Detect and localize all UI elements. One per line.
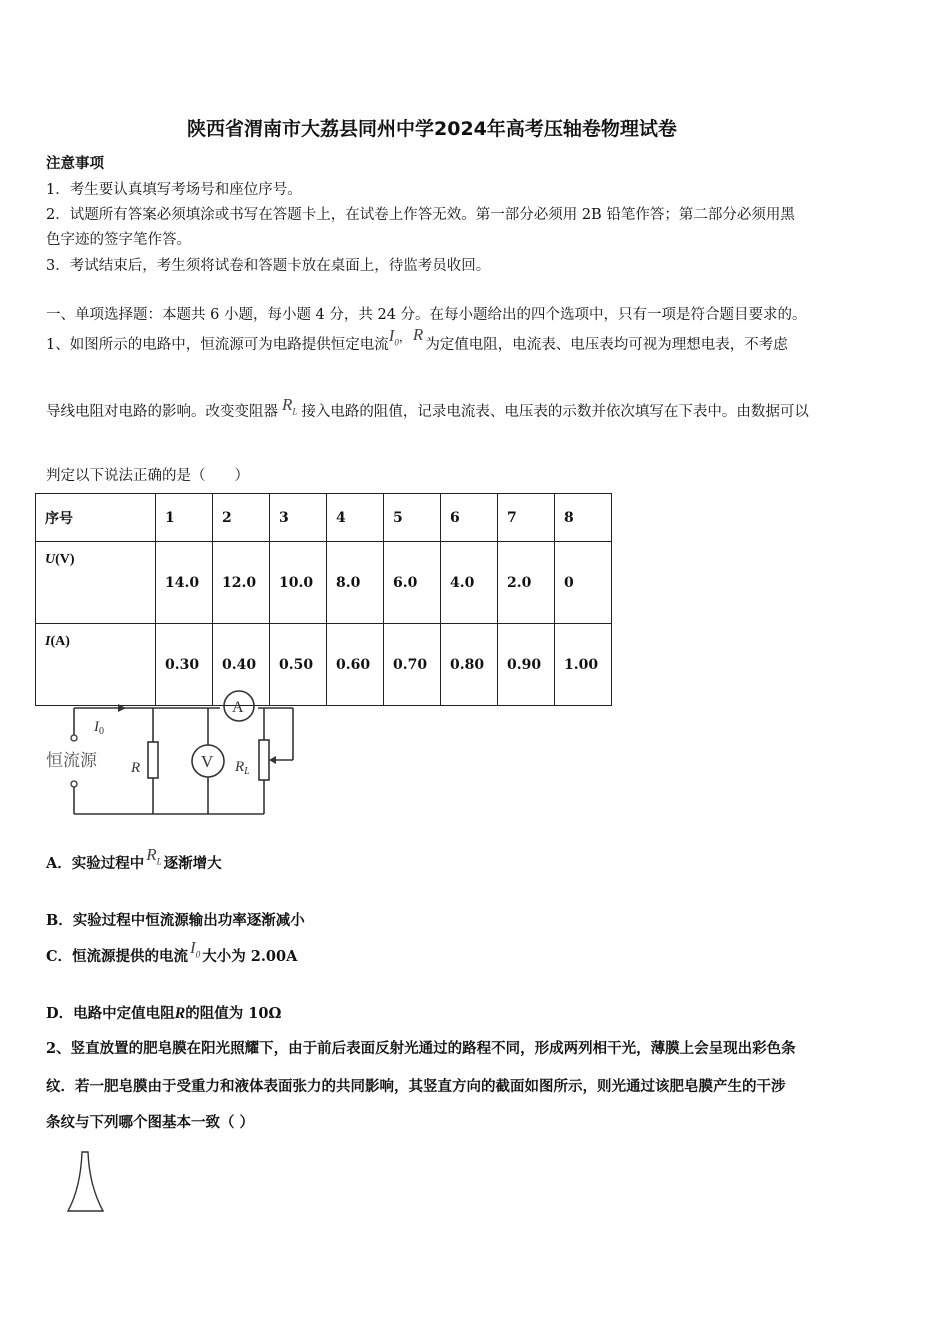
section-heading: 一、单项选择题：本题共 6 小题，每小题 4 分，共 24 分。在每小题给出的四个选项中，只有一项是符合题目要求的。 — [46, 307, 807, 323]
table-cell: 0 — [555, 542, 612, 624]
symbol-I0: $I_0$ — [190, 937, 201, 959]
table-cell: 3 — [270, 494, 327, 542]
current-arrow — [118, 704, 126, 712]
table-cell: 6.0 — [384, 542, 441, 624]
option-text: A．实验过程中 — [46, 855, 145, 872]
question-1-line-1 — [46, 325, 906, 355]
notice-item: 3．考试结束后，考生须将试卷和答题卡放在桌面上，待监考员收回。 — [46, 258, 491, 274]
table-cell: 2 — [213, 494, 270, 542]
table-cell: 1 — [156, 494, 213, 542]
voltmeter-label: V — [201, 752, 214, 771]
table-cell: 7 — [498, 494, 555, 542]
current-label: I(A) — [36, 624, 156, 706]
question-1-line-2 — [46, 394, 809, 422]
option-c — [46, 937, 298, 967]
question-text: 导线电阻对电路的影响。改变变阻器 — [46, 404, 278, 420]
question-2-line-3: 条纹与下列哪个图基本一致（ ） — [46, 1114, 255, 1131]
table-cell: 序号 — [36, 494, 156, 542]
question-text: 1、如图所示的电路中，恒流源可为电路提供恒定电流 — [46, 337, 389, 353]
voltage-label: U(V) — [36, 542, 156, 624]
table-cell: 2.0 — [498, 542, 555, 624]
option-text: D．电路中定值电阻 — [46, 1005, 175, 1022]
soap-film-diagram — [62, 1148, 110, 1216]
table-cell: 10.0 — [270, 542, 327, 624]
question-1-line-3: 判定以下说法正确的是（ ） — [46, 468, 249, 484]
table-cell: 0.80 — [441, 624, 498, 706]
rheostat-RL — [259, 740, 269, 780]
option-text: C．恒流源提供的电流 — [46, 948, 189, 965]
symbol-comma: ， — [398, 330, 411, 344]
table-cell: 8 — [555, 494, 612, 542]
option-text: 大小为 2.00A — [202, 948, 298, 965]
notice-heading: 注意事项 — [46, 155, 104, 172]
table-cell: 0.50 — [270, 624, 327, 706]
soap-film-outline — [68, 1152, 103, 1211]
R-label: R — [131, 760, 141, 776]
table-cell: 1.00 — [555, 624, 612, 706]
table-row-voltage — [36, 542, 612, 624]
table-cell: 6 — [441, 494, 498, 542]
symbol-RL: $R_L$ — [282, 394, 298, 416]
table-cell: 4 — [327, 494, 384, 542]
table-cell: 0.90 — [498, 624, 555, 706]
table-header-row — [36, 494, 612, 542]
ammeter-label: A — [232, 699, 244, 716]
resistor-R — [148, 742, 158, 778]
option-d — [46, 1002, 281, 1023]
question-2-line-2: 纹．若一肥皂膜由于受重力和液体表面张力的共同影响，其竖直方向的截面如图所示，则光通过该肥皂膜产生的干涉 — [46, 1078, 786, 1095]
notice-item: 2．试题所有答案必须填涂或书写在答题卡上，在试卷上作答无效。第一部分必须用 2B 铅笔作答；第二部分必须用黑 — [46, 207, 795, 223]
terminal — [71, 781, 77, 787]
page-title: 陕西省渭南市大荔县同州中学2024年高考压轴卷物理试卷 — [187, 118, 677, 140]
RL-label: $R_L$ — [235, 759, 250, 777]
table-cell: 0.30 — [156, 624, 213, 706]
I0-label: $I_0$ — [94, 719, 104, 737]
table-cell: 8.0 — [327, 542, 384, 624]
symbol-R: R — [412, 325, 424, 344]
table-cell: 0.60 — [327, 624, 384, 706]
table-cell: 0.70 — [384, 624, 441, 706]
table-cell: 12.0 — [213, 542, 270, 624]
table-cell: 5 — [384, 494, 441, 542]
source-label: 恒流源 — [46, 751, 97, 771]
notice-item: 1．考生要认真填写考场号和座位序号。 — [46, 182, 302, 198]
table-cell: 0.40 — [213, 624, 270, 706]
option-a — [46, 844, 222, 874]
table-cell: 4.0 — [441, 542, 498, 624]
symbol-R: R — [174, 1005, 186, 1022]
symbol-RL: $R_L$ — [146, 844, 162, 866]
question-text: 为定值电阻，电流表、电压表均可视为理想电表，不考虑 — [425, 337, 788, 353]
notice-item: 色字迹的签字笔作答。 — [46, 232, 191, 248]
slider-arrow — [269, 756, 276, 764]
option-text: 的阻值为 10Ω — [185, 1005, 282, 1022]
table-cell: 14.0 — [156, 542, 213, 624]
circuit-diagram — [40, 690, 310, 825]
question-2-line-1: 2、竖直放置的肥皂膜在阳光照耀下，由于前后表面反射光通过的路程不同，形成两列相干光，薄膜上会呈现出彩色条 — [46, 1040, 796, 1057]
question-text: 接入电路的阻值，记录电流表、电压表的示数并依次填写在下表中。由数据可以 — [301, 404, 809, 420]
option-b: B．实验过程中恒流源输出功率逐渐减小 — [46, 912, 305, 929]
terminal — [71, 735, 77, 741]
data-table — [35, 493, 612, 706]
symbol-I0: $I_0$ — [388, 325, 399, 347]
option-text: 逐渐增大 — [163, 855, 222, 872]
